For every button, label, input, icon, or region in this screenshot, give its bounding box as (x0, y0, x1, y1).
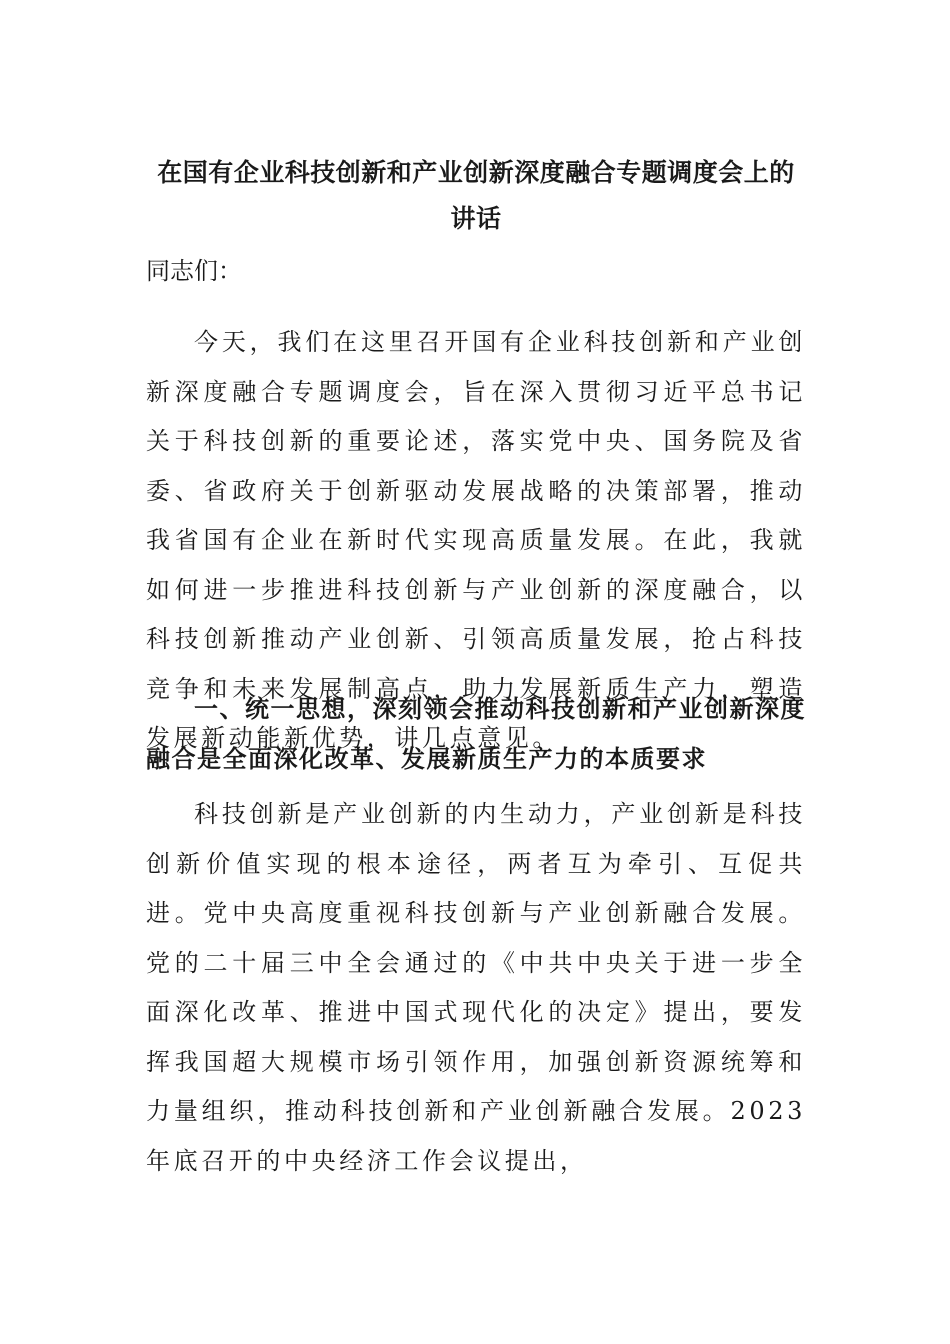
document-title (146, 150, 806, 242)
intro-paragraph: 今天，我们在这里召开国有企业科技创新和产业创新深度融合专题调度会，旨在深入贯彻习近平总书记关于科技创新的重要论述，落实党中央、国务院及省委、省政府关于创新驱动发展战略的决策部署，推动我省国有企业在新时代实现高质量发展。在此，我就如何进一步推进科技创新与产业创新的深度融合，以科技创新推动产业创新、引领高质量发展，抢占科技竞争和未来发展制高点，助力发展新质生产力，塑造发展新动能新优势，讲几点意见。 (146, 328, 806, 752)
title-line-1: 在国有企业科技创新和产业创新深度融合专题调度会上的 (157, 158, 795, 187)
document-page (146, 150, 806, 1175)
section-1-heading: 一、统一思想，深刻领会推动科技创新和产业创新深度融合是全面深化改革、发展新质生产力的本质要求 (146, 695, 806, 773)
salutation: 同志们： (146, 257, 242, 285)
title-line-2: 讲话 (450, 204, 502, 233)
section-1-paragraph: 科技创新是产业创新的内生动力，产业创新是科技创新价值实现的根本途径，两者互为牵引、互促共进。党中央高度重视科技创新与产业创新融合发展。党的二十届三中全会通过的《中共中央关于进一步全面深化改革、推进中国式现代化的决定》提出，要发挥我国超大规模市场引领作用，加强创新资源统筹和力量组织，推动科技创新和产业创新融合发展。2023 年底召开的中央经济工作会议提出， (146, 800, 806, 1175)
